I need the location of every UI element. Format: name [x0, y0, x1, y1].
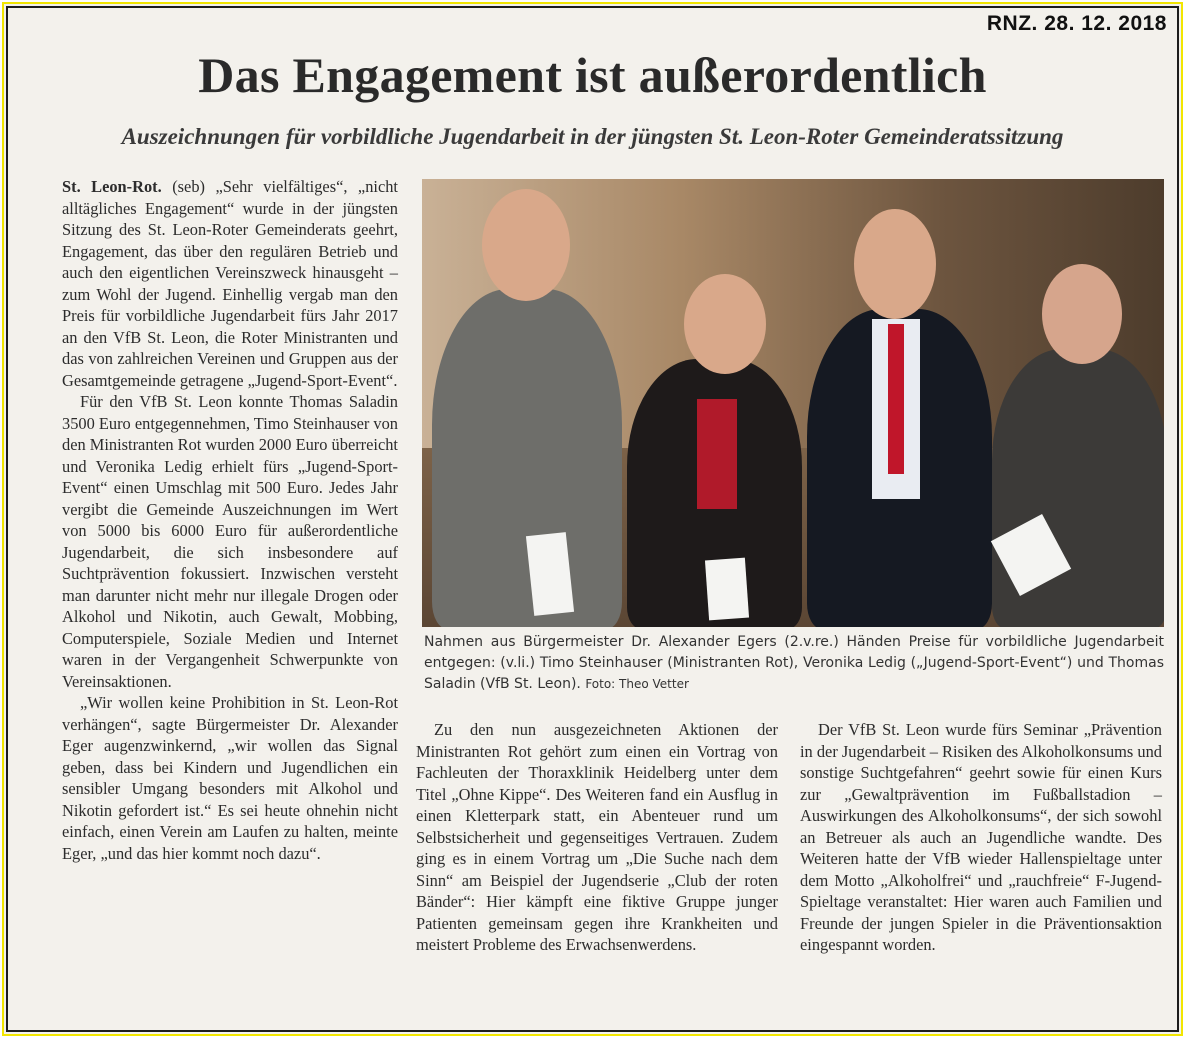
award-photo	[422, 179, 1164, 627]
photo-caption	[424, 632, 1164, 695]
article-column-2	[416, 719, 778, 956]
envelope-middle	[705, 558, 749, 621]
paragraph-5: Der VfB St. Leon wurde fürs Seminar „Prävention in der Jugendarbeit – Risiken des Alkoholkonsums und sonstige Suchtgefahren“ geehrt sowie für einen Kurs zur „Gewaltprävention im Fußballstadion – Auswirkungen des Alkoholkonsums“, der sich sowohl an Betreuer als auch an Jugendliche wandte. Des Weiteren hatte der VfB wieder Hallenspieltage unter dem Motto „Alkoholfrei“ und „rauchfreie“ F-Jugend-Spieltage veranstaltet: Hier waren auch Familien und Freunde der jungen Spieler in die Präventionsaktion eingespannt worden.	[800, 720, 1162, 954]
person-timo-steinhauser	[432, 289, 622, 627]
caption-text: Nahmen aus Bürgermeister Dr. Alexander Egers (2.v.re.) Händen Preise für vorbildliche Jugendarbeit entgegen: (v.li.) Timo Steinhauser (Ministranten Rot), Veronika Ledig („Jugend-Sport-Event“) und Thomas Saladin (VfB St. Leon).	[424, 634, 1164, 692]
person-eger-tie	[888, 324, 904, 474]
paragraph-1	[62, 176, 398, 391]
person-saladin-head	[1042, 264, 1122, 364]
dateline: St. Leon-Rot.	[62, 177, 162, 196]
newspaper-clipping	[2, 2, 1183, 1036]
source-date: RNZ. 28. 12. 2018	[986, 12, 1167, 35]
article-column-1	[62, 176, 398, 864]
article-column-3	[800, 719, 1162, 956]
person-timo-head	[482, 189, 570, 301]
paragraph-1-text: (seb) „Sehr vielfältiges“, „nicht alltägliches Engagement“ wurde in der jüngsten Sitzung des St. Leon-Roter Gemeinderats geehrt, Engagement, das über den regulären Betrieb und auch den eigentlichen Vereinszweck hinausgeht – zum Wohl der Jugend. Einhellig vergab man den Preis für vorbildliche Jugendarbeit fürs Jahr 2017 an den VfB St. Leon, die Roter Ministranten und das von zahlreichen Vereinen und Gruppen aus der Gesamtgemeinde getragene „Jugend-Sport-Event“.	[62, 177, 398, 390]
person-veronika-head	[684, 274, 766, 374]
person-eger-head	[854, 209, 936, 319]
headline: Das Engagement ist außerordentlich	[198, 47, 987, 103]
envelope-left	[526, 532, 574, 616]
paragraph-3: „Wir wollen keine Prohibition in St. Leon-Rot verhängen“, sagte Bürgermeister Dr. Alexander Eger augenzwinkernd, „wir wollen das Signal geben, dass bei Kindern und Jugendlichen ein sensibler Umgang besonders mit Alkohol und Nikotin gefordert ist.“ Es sei heute ohnehin nicht einfach, einen Verein am Laufen zu halten, meinte Eger, „und das hier kommt noch dazu“.	[62, 693, 398, 863]
subheadline: Auszeichnungen für vorbildliche Jugendarbeit in der jüngsten St. Leon-Roter Gemeinderatssitzung	[121, 124, 1064, 149]
photo-credit: Foto: Theo Vetter	[585, 677, 689, 691]
paragraph-4: Zu den nun ausgezeichneten Aktionen der Ministranten Rot gehört zum einen ein Vortrag von Fachleuten der Thoraxklinik Heidelberg unter dem Titel „Ohne Kippe“. Des Weiteren fand ein Ausflug in einen Kletterpark statt, ein Abenteuer rund um Selbstsicherheit und gegenseitiges Vertrauen. Zudem ging es in einem Vortrag um „Die Suche nach dem Sinn“ am Beispiel der Jugendserie „Club der roten Bänder“: Hier kämpft eine fiktive Gruppe junger Patienten gemeinsam gegen ihre Krankheiten und meistert Probleme des Erwachsenwerdens.	[416, 720, 778, 954]
paragraph-2: Für den VfB St. Leon konnte Thomas Saladin 3500 Euro entgegennehmen, Timo Steinhauser von den Ministranten Rot wurden 2000 Euro überreicht und Veronika Ledig erhielt fürs „Jugend-Sport-Event“ einen Umschlag mit 500 Euro. Jedes Jahr vergibt die Gemeinde Auszeichnungen im Wert von 5000 bis 6000 Euro für außerordentliche Jugendarbeit, die sich insbesondere auf Suchtprävention fokussiert. Inzwischen versteht man darunter nicht mehr nur illegale Drogen oder Alkohol und Nikotin, auch Gewalt, Mobbing, Computerspiele, Soziale Medien und Internet waren in der Vergangenheit Schwerpunkte von Vereinsaktionen.	[62, 392, 398, 691]
person-veronika-blouse	[697, 399, 737, 509]
